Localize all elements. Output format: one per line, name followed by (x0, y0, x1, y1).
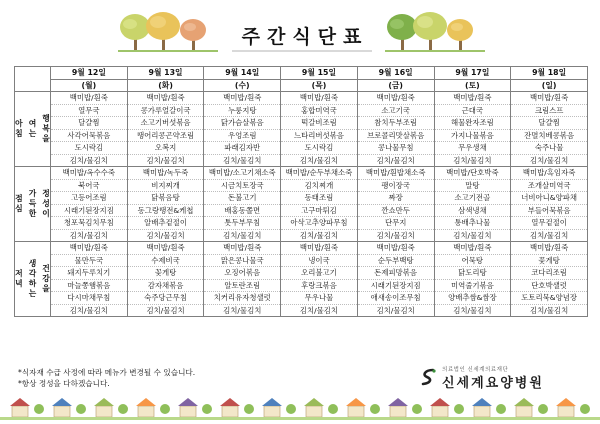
house-icon (514, 398, 548, 417)
menu-item: 백미밥/흰죽 (434, 92, 511, 105)
menu-item: 닭볶음탕 (127, 192, 204, 205)
label-char: 각 (28, 269, 37, 278)
menu-item: 통배추나물 (434, 217, 511, 230)
label-char: 복 (42, 124, 50, 133)
menu-item: 홍합미역국 (281, 104, 358, 117)
menu-item: 떡갈비조림 (281, 117, 358, 130)
menu-item: 백미밥/흰죽 (511, 242, 588, 255)
menu-item: 너비아니&양파채 (511, 192, 588, 205)
menu-item: 숙주나물 (511, 142, 588, 155)
hospital-logo (405, 365, 585, 391)
breakfast-row (15, 129, 588, 142)
label-char: 행 (42, 114, 50, 123)
menu-item: 백미밥/흰죽 (51, 242, 128, 255)
menu-item: 삼색냉채 (434, 204, 511, 217)
menu-item: 무우나물 (281, 292, 358, 305)
breakfast-row (15, 117, 588, 130)
dow-header-4: (목) (281, 79, 358, 92)
menu-item: 말탕 (434, 179, 511, 192)
menu-item: 달걀찜 (51, 117, 128, 130)
dinner-label-column (15, 269, 23, 289)
menu-item: 잔멸치베콩볶음 (511, 129, 588, 142)
date-header-7: 9월 18일 (511, 67, 588, 80)
lunch-label-column (15, 194, 23, 214)
menu-item: 백미밥/흰죽 (357, 92, 434, 105)
menu-item: 도토리묵&양념장 (511, 292, 588, 305)
dow-header-5: (금) (357, 79, 434, 92)
menu-item: 팽이장국 (357, 179, 434, 192)
header (0, 0, 600, 62)
menu-item: 김치/물김치 (434, 304, 511, 317)
menu-item: 소고기국 (357, 104, 434, 117)
hospital-logo-mark-icon (419, 367, 439, 387)
menu-item: 깐쇼만두 (357, 204, 434, 217)
date-header-5: 9월 16일 (357, 67, 434, 80)
date-header-row (15, 67, 588, 80)
weekly-menu-table (14, 66, 588, 317)
menu-item: 무우생채 (434, 142, 511, 155)
menu-item: 브로콜리맛살볶음 (357, 129, 434, 142)
label-char: 강 (42, 274, 50, 283)
menu-item: 김치찌개 (281, 179, 358, 192)
label-char: 성 (42, 199, 50, 208)
lunch-label (15, 167, 51, 242)
menu-item: 부들어묵볶음 (511, 204, 588, 217)
menu-item: 오징어볶음 (204, 267, 281, 280)
menu-item: 김치/물김치 (511, 229, 588, 242)
menu-item: 단무지 (357, 217, 434, 230)
menu-item: 수제비국 (127, 254, 204, 267)
dow-header-6: (토) (434, 79, 511, 92)
corner-cell (15, 67, 51, 92)
menu-item: 미역줄기볶음 (434, 279, 511, 292)
menu-item: 가지나물볶음 (434, 129, 511, 142)
menu-item: 김치/물김치 (204, 229, 281, 242)
breakfast-row (15, 142, 588, 155)
menu-item: 백미밥/흰죽 (204, 242, 281, 255)
dinner-label-column (42, 264, 50, 294)
menu-item: 치커리유자청샐럿 (204, 292, 281, 305)
date-header-4: 9월 15일 (281, 67, 358, 80)
menu-item: 백미밥/흑임자죽 (511, 167, 588, 180)
menu-item: 김치/물김치 (127, 229, 204, 242)
menu-item: 꽃게탕 (127, 267, 204, 280)
menu-item: 조개살미역국 (511, 179, 588, 192)
menu-item: 백미밥/소고기채소죽 (204, 167, 281, 180)
menu-item: 김치/물김치 (281, 229, 358, 242)
menu-item: 열무겉절이 (511, 217, 588, 230)
menu-item: 열무국 (51, 104, 128, 117)
label-char: 생 (28, 259, 37, 268)
menu-item: 다시마채무침 (51, 292, 128, 305)
dinner-row (15, 304, 588, 317)
menu-item: 닭가슴살볶음 (204, 117, 281, 130)
house-icon (304, 398, 338, 417)
menu-item: 백미밥/흰죽 (511, 92, 588, 105)
houses-illustration (0, 392, 600, 424)
menu-item: 톳두부무침 (204, 217, 281, 230)
lunch-row (15, 167, 588, 180)
trees-left-illustration (118, 10, 218, 54)
breakfast-row (15, 92, 588, 105)
menu-item: 양배추쌈&쌈장 (434, 292, 511, 305)
label-char: 저 (15, 269, 23, 278)
lunch-row (15, 179, 588, 192)
label-char: 점 (15, 194, 23, 203)
house-icon (136, 398, 170, 417)
menu-item: 백미밥/옥수수죽 (51, 167, 128, 180)
menu-item: 백미밥/녹두죽 (127, 167, 204, 180)
lunch-label-column (42, 189, 50, 219)
menu-item: 소고기전골 (434, 192, 511, 205)
menu-item: 해물완자조림 (434, 117, 511, 130)
dow-header-7: (일) (511, 79, 588, 92)
menu-item: 돼지두루치기 (51, 267, 128, 280)
menu-item: 김치/물김치 (511, 304, 588, 317)
menu-item: 김치/물김치 (357, 304, 434, 317)
breakfast-row (15, 104, 588, 117)
menu-item: 백미밥/흰죽 (281, 92, 358, 105)
menu-item: 도시락김 (51, 142, 128, 155)
menu-item: 냉이국 (281, 254, 358, 267)
menu-item: 시금치토장국 (204, 179, 281, 192)
label-char: 건 (42, 264, 50, 273)
menu-item: 시래기된장지짐 (357, 279, 434, 292)
label-char: 여 (28, 119, 37, 128)
footer-note-1: *식자재 수급 사정에 따라 메뉴가 변경될 수 있습니다. (18, 368, 196, 377)
lunch-row (15, 192, 588, 205)
house-icon (262, 398, 296, 417)
lunch-row (15, 217, 588, 230)
menu-item: 백미밥/흰죽 (357, 242, 434, 255)
label-char: 녁 (15, 279, 23, 288)
menu-item: 북어국 (51, 179, 128, 192)
menu-item: 김치/물김치 (357, 154, 434, 167)
menu-item: 애새송이조무침 (357, 292, 434, 305)
house-icon (178, 398, 212, 417)
label-char: 한 (28, 209, 37, 218)
menu-item: 백미밥/흰죽 (204, 92, 281, 105)
house-icon (388, 398, 422, 417)
menu-item: 고구마튀김 (281, 204, 358, 217)
label-char: 정 (42, 189, 50, 198)
menu-item: 짜장 (357, 192, 434, 205)
menu-item: 감자채볶음 (127, 279, 204, 292)
date-header-3: 9월 14일 (204, 67, 281, 80)
menu-item: 김치/물김치 (51, 154, 128, 167)
label-char: 는 (28, 129, 37, 138)
menu-item: 배홍동쫄면 (204, 204, 281, 217)
label-char: 는 (28, 289, 37, 298)
house-icon (430, 398, 464, 417)
lunch-row (15, 229, 588, 242)
menu-item: 김치/물김치 (434, 229, 511, 242)
breakfast-label-column (29, 119, 37, 139)
dinner-row (15, 267, 588, 280)
label-char: 득 (28, 199, 37, 208)
house-icon (10, 398, 44, 417)
footer-notes (18, 367, 318, 389)
breakfast-row (15, 154, 588, 167)
hospital-name: 신세계요양병원 (442, 376, 544, 391)
menu-item: 백미밥/순두부채소죽 (281, 167, 358, 180)
ground-line (0, 417, 600, 420)
menu-item: 파래김자반 (204, 142, 281, 155)
menu-item: 단호박샐럿 (511, 279, 588, 292)
lunch-row (15, 204, 588, 217)
menu-item: 알배추겉절이 (127, 217, 204, 230)
menu-item: 콩나물무침 (357, 142, 434, 155)
menu-item: 맑은콩나물국 (204, 254, 281, 267)
menu-item: 사각어묵볶음 (51, 129, 128, 142)
menu-item: 후랑크볶음 (281, 279, 358, 292)
dinner-row (15, 242, 588, 255)
menu-item: 땡어리콩곤약조림 (127, 129, 204, 142)
menu-item: 김치/물김치 (204, 304, 281, 317)
menu-item: 백미밥/흰죽 (127, 242, 204, 255)
breakfast-label-column (15, 119, 23, 139)
menu-item: 백미밥/흰밥채소죽 (357, 167, 434, 180)
menu-item: 청포묵김치무침 (51, 217, 128, 230)
menu-item: 돈불고기 (204, 192, 281, 205)
label-char: 가 (28, 189, 37, 198)
label-char: 을 (42, 134, 50, 143)
menu-item: 오복지 (127, 142, 204, 155)
menu-item: 도시락김 (281, 142, 358, 155)
menu-item: 김치/물김치 (51, 229, 128, 242)
label-char: 을 (42, 284, 50, 293)
title-underline (232, 50, 372, 52)
menu-item: 동태조림 (281, 192, 358, 205)
house-icon (472, 398, 506, 417)
menu-item: 근대국 (434, 104, 511, 117)
lunch-label-column (29, 189, 37, 219)
date-header-2: 9월 13일 (127, 67, 204, 80)
label-char: 하 (28, 279, 37, 288)
hospital-foundation-name: 의료법인 신세계의료재단 (442, 367, 509, 373)
menu-item: 마늘쫑햄볶음 (51, 279, 128, 292)
menu-item: 김치/물김치 (204, 154, 281, 167)
menu-item: 김치/물김치 (51, 304, 128, 317)
menu-item: 백미밥/흰죽 (281, 242, 358, 255)
menu-item: 돈제피망볶음 (357, 267, 434, 280)
date-header-1: 9월 12일 (51, 67, 128, 80)
menu-item: 김치/물김치 (511, 154, 588, 167)
menu-item: 김치/물김치 (127, 304, 204, 317)
dow-header-2: (화) (127, 79, 204, 92)
menu-item: 숙주당근무침 (127, 292, 204, 305)
dow-header-row (15, 79, 588, 92)
menu-item: 콩가루얼갈이국 (127, 104, 204, 117)
trees-right-illustration (385, 10, 485, 54)
dinner-label (15, 242, 51, 317)
breakfast-label (15, 92, 51, 167)
house-icon (52, 398, 86, 417)
menu-item: 소고기버섯볶음 (127, 117, 204, 130)
menu-item: 어묵탕 (434, 254, 511, 267)
menu-item: 백미밥/흰죽 (51, 92, 128, 105)
house-icon (346, 398, 380, 417)
menu-item: 달걀찜 (511, 117, 588, 130)
house-icon (220, 398, 254, 417)
footer-note-2: *항상 정성을 다하겠습니다. (18, 379, 110, 388)
menu-item: 김치/물김치 (357, 229, 434, 242)
house-icon (556, 398, 590, 417)
menu-item: 닭도리탕 (434, 267, 511, 280)
dinner-label-column (29, 259, 37, 299)
dinner-row (15, 254, 588, 267)
menu-item: 물만두국 (51, 254, 128, 267)
date-header-6: 9월 17일 (434, 67, 511, 80)
menu-item: 코다리조림 (511, 267, 588, 280)
label-char: 이 (42, 209, 50, 218)
label-char: 침 (15, 129, 23, 138)
menu-item: 아삭고추양파무침 (281, 217, 358, 230)
dow-header-3: (수) (204, 79, 281, 92)
house-icon (94, 398, 128, 417)
menu-item: 백미밥/흰죽 (434, 242, 511, 255)
menu-item: 김치/물김치 (127, 154, 204, 167)
menu-item: 꽃게탕 (511, 254, 588, 267)
menu-item: 누룽지탕 (204, 104, 281, 117)
dinner-row (15, 292, 588, 305)
page-title: 주간식단표 (241, 26, 369, 48)
menu-item: 백미밥/흰죽 (127, 92, 204, 105)
menu-item: 알토란조림 (204, 279, 281, 292)
dinner-row (15, 279, 588, 292)
menu-item: 오리불고기 (281, 267, 358, 280)
menu-item: 김치/물김치 (281, 154, 358, 167)
menu-item: 크림스프 (511, 104, 588, 117)
label-char: 아 (15, 119, 23, 128)
menu-item: 시래기된장지짐 (51, 204, 128, 217)
menu-item: 백미밥/단호박죽 (434, 167, 511, 180)
menu-item: 순두부백탕 (357, 254, 434, 267)
menu-item: 참치두부조림 (357, 117, 434, 130)
label-char: 심 (15, 204, 23, 213)
menu-item: 비지찌개 (127, 179, 204, 192)
menu-item: 김치/물김치 (434, 154, 511, 167)
menu-item: 동그랑땡전&케첩 (127, 204, 204, 217)
breakfast-label-column (42, 114, 50, 144)
menu-item: 김치/물김치 (281, 304, 358, 317)
dow-header-1: (월) (51, 79, 128, 92)
menu-item: 느타리버섯볶음 (281, 129, 358, 142)
menu-item: 고등어조림 (51, 192, 128, 205)
menu-item: 우엉조림 (204, 129, 281, 142)
